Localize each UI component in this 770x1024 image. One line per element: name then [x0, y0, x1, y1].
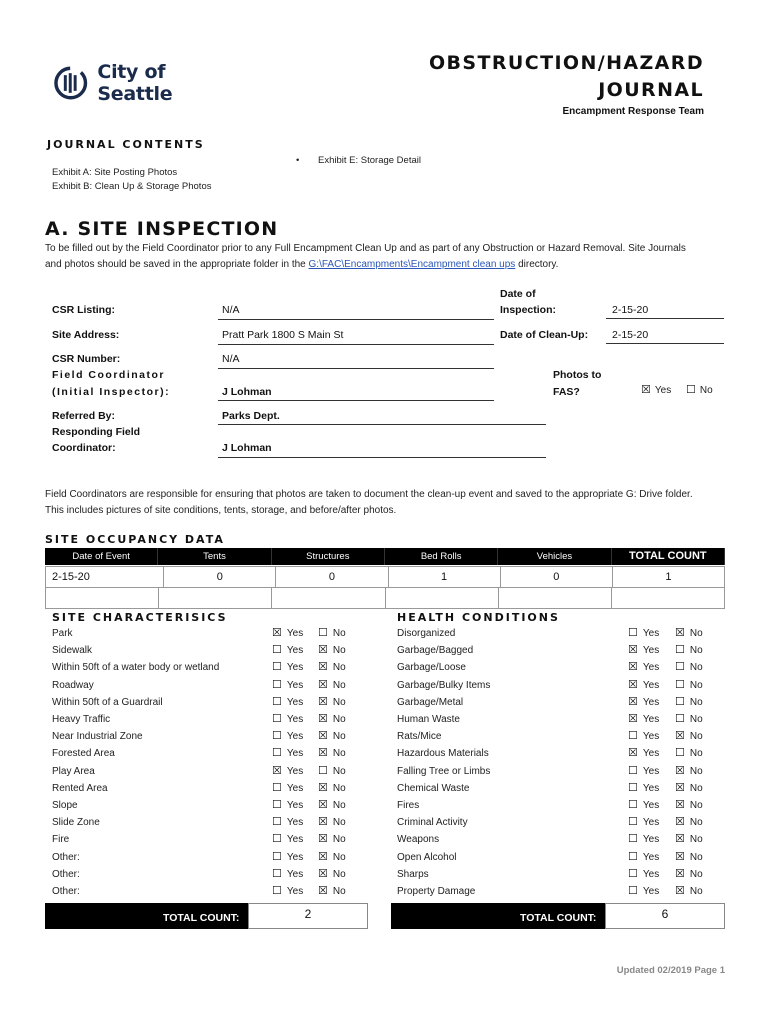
item-label: Slide Zone [52, 817, 100, 828]
site-address-field[interactable]: Pratt Park 1800 S Main St [222, 329, 344, 341]
no-checkbox[interactable]: ☒ No [675, 833, 703, 845]
yes-checkbox[interactable]: ☐ Yes [272, 713, 304, 725]
photos-yes-checkbox[interactable]: ☒ Yes [641, 384, 672, 396]
csr-number-label: CSR Number: [52, 353, 121, 365]
checkbox-icon: ☒ [675, 730, 685, 742]
site-inspection-heading: A. SITE INSPECTION [45, 218, 279, 240]
health-total-label: TOTAL COUNT: [520, 912, 597, 924]
csr-listing-field[interactable]: N/A [222, 304, 240, 316]
no-checkbox[interactable]: ☒ No [318, 747, 346, 759]
checkbox-icon: ☐ [675, 644, 685, 656]
checkbox-icon: ☐ [628, 833, 638, 845]
item-label: Park [52, 628, 73, 639]
no-checkbox[interactable]: ☒ No [318, 851, 346, 863]
item-label: Criminal Activity [397, 817, 468, 828]
cell-structures[interactable]: 0 [276, 567, 388, 587]
checkbox-icon: ☒ [675, 868, 685, 880]
item-label: Other: [52, 852, 80, 863]
checkbox-icon: ☒ [318, 816, 328, 828]
checkbox-icon: ☐ [686, 384, 696, 396]
exhibit-e: Exhibit E: Storage Detail [318, 155, 421, 166]
document-subtitle: Encampment Response Team [562, 106, 704, 117]
checkbox-icon: ☒ [675, 885, 685, 897]
no-checkbox[interactable]: ☒ No [318, 885, 346, 897]
checkbox-icon: ☐ [318, 627, 328, 639]
seattle-seal-icon [54, 66, 89, 100]
checkbox-icon: ☒ [675, 799, 685, 811]
cell-empty[interactable] [386, 588, 499, 608]
no-checkbox[interactable]: ☐ No [318, 765, 346, 777]
cell-empty[interactable] [159, 588, 272, 608]
no-checkbox[interactable]: ☒ No [675, 816, 703, 828]
item-label: Falling Tree or Limbs [397, 766, 491, 777]
item-label: Garbage/Metal [397, 697, 464, 708]
checkbox-icon: ☒ [272, 627, 282, 639]
checkbox-icon: ☐ [628, 799, 638, 811]
checkbox-icon: ☐ [628, 885, 638, 897]
checkbox-icon: ☐ [272, 782, 282, 794]
no-checkbox[interactable]: ☒ No [675, 730, 703, 742]
no-checkbox[interactable]: ☐ No [318, 627, 346, 639]
checkbox-icon: ☒ [628, 713, 638, 725]
checkbox-icon: ☒ [318, 782, 328, 794]
checkbox-icon: ☒ [628, 644, 638, 656]
no-checkbox[interactable]: ☒ No [675, 782, 703, 794]
no-checkbox[interactable]: ☒ No [675, 765, 703, 777]
item-label: Sidewalk [52, 645, 93, 656]
checkbox-icon: ☐ [628, 816, 638, 828]
yes-checkbox[interactable]: ☐ Yes [628, 833, 660, 845]
referred-by-field[interactable]: Parks Dept. [222, 410, 280, 422]
checkbox-icon: ☒ [318, 661, 328, 673]
no-checkbox[interactable]: ☐ No [675, 696, 703, 708]
checkbox-icon: ☒ [675, 816, 685, 828]
journal-contents-heading: JOURNAL CONTENTS [47, 138, 205, 151]
item-label: Garbage/Bagged [397, 645, 474, 656]
item-label: Within 50ft of a water body or wetland [52, 662, 220, 673]
bullet-icon: • [296, 155, 300, 166]
document-title: OBSTRUCTION/HAZARD JOURNAL [429, 52, 704, 101]
checkbox-icon: ☐ [628, 765, 638, 777]
site-characteristics-heading: SITE CHARACTERISICS [52, 611, 228, 624]
table-row [45, 566, 725, 588]
table-row [45, 587, 725, 609]
checkbox-icon: ☒ [318, 644, 328, 656]
site-address-label: Site Address: [52, 329, 120, 341]
cell-empty[interactable] [46, 588, 159, 608]
checkbox-icon: ☐ [272, 713, 282, 725]
yes-checkbox[interactable]: ☒ Yes [628, 644, 660, 656]
photos-label: Photos to [553, 369, 602, 381]
checkbox-icon: ☐ [628, 627, 638, 639]
checkbox-icon: ☐ [272, 816, 282, 828]
checkbox-icon: ☒ [628, 747, 638, 759]
no-checkbox[interactable]: ☒ No [318, 868, 346, 880]
no-checkbox[interactable]: ☒ No [675, 799, 703, 811]
yes-checkbox[interactable]: ☒ Yes [628, 661, 660, 673]
yes-checkbox[interactable]: ☐ Yes [628, 799, 660, 811]
exhibit-a: Exhibit A: Site Posting Photos [52, 167, 178, 178]
item-label: Rats/Mice [397, 731, 442, 742]
no-checkbox[interactable]: ☐ No [675, 679, 703, 691]
checkbox-icon: ☐ [272, 868, 282, 880]
item-label: Forested Area [52, 748, 115, 759]
yes-checkbox[interactable]: ☐ Yes [628, 627, 660, 639]
checkbox-icon: ☐ [272, 730, 282, 742]
folder-link[interactable]: G:\FAC\Encampments\Encampment clean ups [308, 259, 516, 270]
no-checkbox[interactable]: ☒ No [318, 661, 346, 673]
checkbox-icon: ☐ [272, 696, 282, 708]
initial-inspector-label: (Initial Inspector): [52, 386, 171, 398]
col-date: Date of Event [45, 548, 158, 565]
item-label: Sharps [397, 869, 429, 880]
item-label: Within 50ft of a Guardrail [52, 697, 163, 708]
no-checkbox[interactable]: ☒ No [318, 696, 346, 708]
checkbox-icon: ☒ [272, 765, 282, 777]
checkbox-icon: ☐ [272, 885, 282, 897]
characteristics-total-label: TOTAL COUNT: [163, 912, 240, 924]
no-checkbox[interactable]: ☐ No [675, 713, 703, 725]
checkbox-icon: ☐ [272, 851, 282, 863]
cell-empty[interactable] [612, 588, 724, 608]
logo-text: City of Seattle [97, 61, 173, 105]
checkbox-icon: ☐ [272, 747, 282, 759]
checkbox-icon: ☒ [318, 730, 328, 742]
checkbox-icon: ☒ [675, 627, 685, 639]
yes-checkbox[interactable]: ☒ Yes [272, 627, 304, 639]
item-label: Property Damage [397, 886, 476, 897]
checkbox-icon: ☒ [628, 661, 638, 673]
col-vehicles: Vehicles [498, 548, 611, 565]
yes-checkbox[interactable]: ☐ Yes [272, 782, 304, 794]
no-checkbox[interactable]: ☒ No [318, 833, 346, 845]
inspection-date-field[interactable]: 2-15-20 [612, 304, 649, 316]
no-checkbox[interactable]: ☒ No [318, 799, 346, 811]
item-label: Rented Area [52, 783, 108, 794]
responding-coordinator-label: Coordinator: [52, 442, 116, 454]
yes-checkbox[interactable]: ☐ Yes [272, 885, 304, 897]
cell-date[interactable]: 2-15-20 [46, 567, 164, 587]
field-coordinator-field[interactable]: J Lohman [222, 386, 272, 398]
item-label: Other: [52, 886, 80, 897]
no-checkbox[interactable]: ☒ No [318, 730, 346, 742]
occupancy-heading: SITE OCCUPANCY DATA [45, 533, 225, 546]
cleanup-date-field[interactable]: 2-15-20 [612, 329, 649, 341]
yes-checkbox[interactable]: ☐ Yes [272, 851, 304, 863]
yes-checkbox[interactable]: ☐ Yes [272, 661, 304, 673]
item-label: Garbage/Loose [397, 662, 466, 673]
footer-text: Updated 02/2019 Page 1 [616, 965, 725, 976]
cell-tents[interactable]: 0 [164, 567, 276, 587]
checkbox-icon: ☒ [318, 868, 328, 880]
yes-checkbox[interactable]: ☒ Yes [628, 713, 660, 725]
yes-checkbox[interactable]: ☐ Yes [628, 868, 660, 880]
responding-coordinator-field[interactable]: J Lohman [222, 442, 272, 454]
checkbox-icon: ☐ [272, 661, 282, 673]
checkbox-icon: ☐ [628, 851, 638, 863]
checkbox-icon: ☒ [641, 384, 651, 396]
yes-checkbox[interactable]: ☒ Yes [628, 679, 660, 691]
no-checkbox[interactable]: ☒ No [318, 644, 346, 656]
col-total: TOTAL COUNT [612, 548, 725, 565]
yes-checkbox[interactable]: ☐ Yes [272, 833, 304, 845]
yes-checkbox[interactable]: ☐ Yes [628, 816, 660, 828]
item-label: Weapons [397, 834, 440, 845]
col-bedrolls: Bed Rolls [385, 548, 498, 565]
checkbox-icon: ☐ [628, 730, 638, 742]
photos-no-checkbox[interactable]: ☐ No [686, 384, 713, 396]
checkbox-icon: ☐ [318, 765, 328, 777]
no-checkbox[interactable]: ☐ No [675, 747, 703, 759]
no-checkbox[interactable]: ☒ No [318, 679, 346, 691]
yes-checkbox[interactable]: ☐ Yes [272, 799, 304, 811]
checkbox-icon: ☐ [675, 679, 685, 691]
yes-checkbox[interactable]: ☐ Yes [272, 679, 304, 691]
checkbox-icon: ☒ [318, 851, 328, 863]
photos-fas-label: FAS? [553, 386, 580, 398]
exhibit-b: Exhibit B: Clean Up & Storage Photos [52, 181, 212, 192]
yes-checkbox[interactable]: ☐ Yes [272, 868, 304, 880]
cell-vehicles[interactable]: 0 [501, 567, 613, 587]
item-label: Open Alcohol [397, 852, 457, 863]
occupancy-header-row [45, 548, 725, 565]
no-checkbox[interactable]: ☒ No [675, 851, 703, 863]
checkbox-icon: ☒ [318, 799, 328, 811]
no-checkbox[interactable]: ☐ No [675, 644, 703, 656]
responsibility-text: Field Coordinators are responsible for ensuring that photos are taken to document the clean-up event and saved to the appropriate G: Drive folder. This includes pictures of site conditions, tents, storage, and before/after photos. [45, 489, 693, 516]
item-label: Roadway [52, 680, 94, 691]
checkbox-icon: ☐ [628, 868, 638, 880]
health-total-field[interactable]: 6 [605, 903, 725, 929]
item-label: Play Area [52, 766, 95, 777]
health-conditions-heading: HEALTH CONDITIONS [397, 611, 560, 624]
cell-empty[interactable] [499, 588, 612, 608]
item-label: Fires [397, 800, 420, 811]
cell-empty[interactable] [272, 588, 385, 608]
yes-checkbox[interactable]: ☒ Yes [628, 747, 660, 759]
no-checkbox[interactable]: ☒ No [675, 885, 703, 897]
intro-text: To be filled out by the Field Coordinator prior to any Full Encampment Clean Up and as part of any Obstruction or Hazard Removal. Site Journals and photos should be saved in the appropriate folder in the G:\FAC\Encampments\Encampment clean ups directory. [45, 243, 686, 270]
referred-by-label: Referred By: [52, 410, 116, 422]
csr-number-field[interactable]: N/A [222, 353, 240, 365]
yes-checkbox[interactable]: ☐ Yes [628, 851, 660, 863]
checkbox-icon: ☒ [318, 713, 328, 725]
cleanup-date-label: Date of Clean-Up: [500, 329, 589, 341]
no-checkbox[interactable]: ☐ No [675, 661, 703, 673]
checkbox-icon: ☒ [675, 833, 685, 845]
yes-checkbox[interactable]: ☒ Yes [272, 765, 304, 777]
field-coordinator-label: Field Coordinator [52, 369, 165, 381]
checkbox-icon: ☒ [318, 679, 328, 691]
yes-checkbox[interactable]: ☐ Yes [628, 885, 660, 897]
col-tents: Tents [158, 548, 271, 565]
no-checkbox[interactable]: ☒ No [675, 868, 703, 880]
checkbox-icon: ☐ [272, 679, 282, 691]
cell-bedrolls[interactable]: 1 [389, 567, 501, 587]
checkbox-icon: ☒ [675, 782, 685, 794]
checkbox-icon: ☒ [628, 696, 638, 708]
yes-checkbox[interactable]: ☐ Yes [272, 644, 304, 656]
item-label: Other: [52, 869, 80, 880]
item-label: Human Waste [397, 714, 460, 725]
checkbox-icon: ☐ [272, 799, 282, 811]
col-structures: Structures [272, 548, 385, 565]
yes-checkbox[interactable]: ☒ Yes [628, 696, 660, 708]
yes-checkbox[interactable]: ☐ Yes [628, 782, 660, 794]
checkbox-icon: ☐ [272, 833, 282, 845]
checkbox-icon: ☐ [675, 713, 685, 725]
yes-checkbox[interactable]: ☐ Yes [628, 730, 660, 742]
cell-total[interactable]: 1 [665, 571, 672, 583]
csr-listing-label: CSR Listing: [52, 304, 115, 316]
responding-label: Responding Field [52, 426, 141, 438]
checkbox-icon: ☐ [675, 747, 685, 759]
no-checkbox[interactable]: ☒ No [675, 627, 703, 639]
checkbox-icon: ☒ [675, 765, 685, 777]
checkbox-icon: ☒ [318, 747, 328, 759]
checkbox-icon: ☐ [272, 644, 282, 656]
item-label: Slope [52, 800, 78, 811]
inspection-label: Inspection: [500, 304, 557, 316]
item-label: Near Industrial Zone [52, 731, 143, 742]
checkbox-icon: ☒ [675, 851, 685, 863]
checkbox-icon: ☐ [628, 782, 638, 794]
item-label: Garbage/Bulky Items [397, 680, 491, 691]
no-checkbox[interactable]: ☒ No [318, 713, 346, 725]
characteristics-total-field[interactable]: 2 [248, 903, 368, 929]
yes-checkbox[interactable]: ☐ Yes [272, 816, 304, 828]
item-label: Hazardous Materials [397, 748, 489, 759]
item-label: Chemical Waste [397, 783, 470, 794]
yes-checkbox[interactable]: ☐ Yes [272, 747, 304, 759]
checkbox-icon: ☒ [318, 696, 328, 708]
checkbox-icon: ☒ [318, 885, 328, 897]
item-label: Fire [52, 834, 70, 845]
date-of-label: Date of [500, 288, 536, 300]
city-logo [54, 61, 244, 105]
checkbox-icon: ☒ [318, 833, 328, 845]
item-label: Disorganized [397, 628, 456, 639]
checkbox-icon: ☐ [675, 696, 685, 708]
item-label: Heavy Traffic [52, 714, 111, 725]
yes-checkbox[interactable]: ☐ Yes [272, 696, 304, 708]
no-checkbox[interactable]: ☒ No [318, 782, 346, 794]
no-checkbox[interactable]: ☒ No [318, 816, 346, 828]
checkbox-icon: ☐ [675, 661, 685, 673]
yes-checkbox[interactable]: ☐ Yes [272, 730, 304, 742]
checkbox-icon: ☒ [628, 679, 638, 691]
yes-checkbox[interactable]: ☐ Yes [628, 765, 660, 777]
